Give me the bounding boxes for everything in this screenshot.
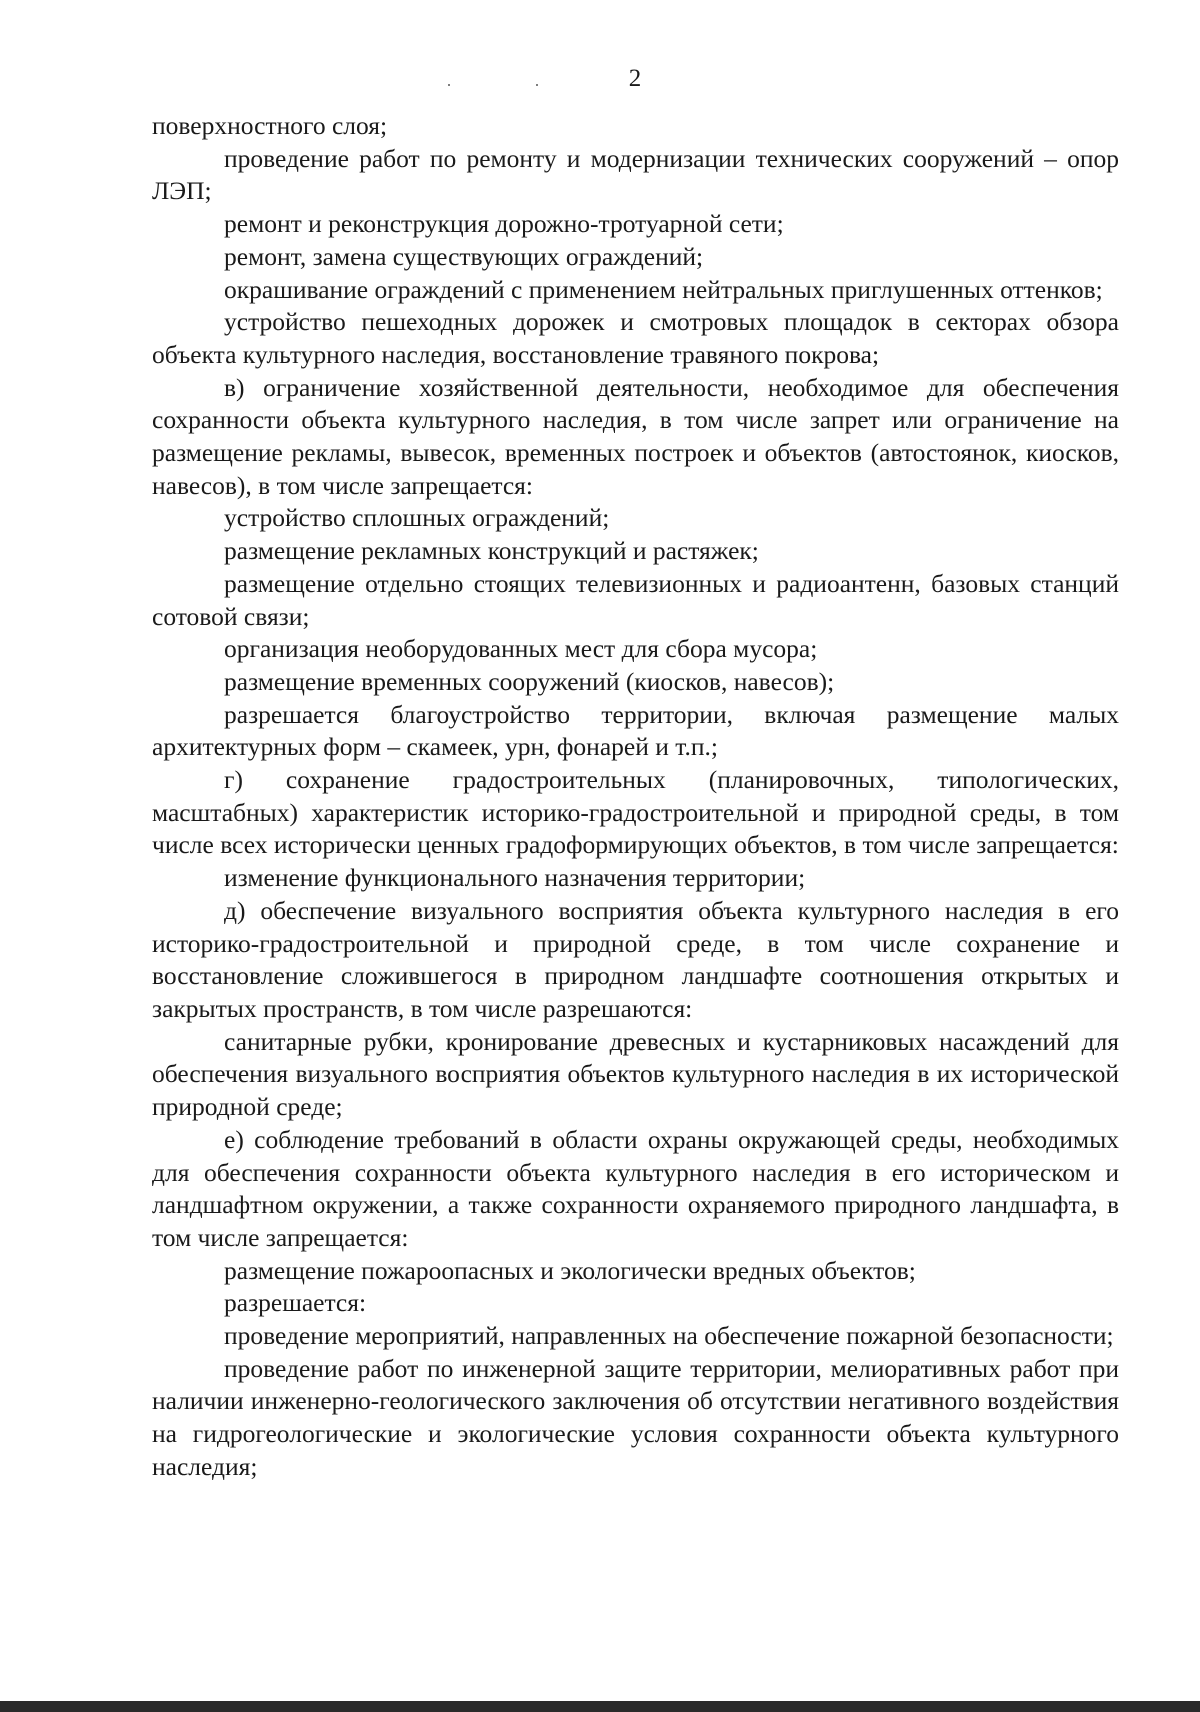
scan-bottom-edge (0, 1696, 1200, 1712)
paragraph: размещение отдельно стоящих телевизионных и радиоантенн, базовых станций сотовой связи; (152, 568, 1119, 631)
paragraph: проведение работ по ремонту и модернизации технических сооружений – опор ЛЭП; (152, 143, 1119, 206)
paragraph: размещение временных сооружений (киосков, навесов); (224, 666, 835, 696)
paragraph: ремонт, замена существующих ограждений; (224, 241, 704, 271)
paragraph: разрешается благоустройство территории, включая размещение малых архитектурных форм – скамеек, урн, фонарей и т.п.; (152, 699, 1119, 762)
paragraph: окрашивание ограждений с применением нейтральных приглушенных оттенков; (224, 274, 1103, 304)
paragraph: разрешается: (224, 1288, 367, 1318)
paragraph: санитарные рубки, кронирование древесных и кустарниковых насаждений для обеспечения визуального восприятия объектов культурного наследия в их исторической природной среде; (152, 1026, 1119, 1122)
paragraph: ремонт и реконструкция дорожно-тротуарной сети; (224, 209, 784, 239)
paragraph: в) ограничение хозяйственной деятельности, необходимое для обеспечения сохранности объекта культурного наследия, в том числе запрет или ограничение на размещение рекламы, вывесок, временных построек и объектов (автостоянок, киосков, навесов), в том числе запрещается: (152, 372, 1119, 500)
document-body (152, 110, 1119, 1484)
scan-speck (448, 84, 450, 86)
paragraph: проведение мероприятий, направленных на обеспечение пожарной безопасности; (224, 1321, 1114, 1351)
paragraph: е) соблюдение требований в области охраны окружающей среды, необходимых для обеспечения сохранности объекта культурного наследия в его историческом и ландшафтном окружении, а также сохранности охраняемого природного ландшафта, в том числе запрещается: (152, 1124, 1119, 1252)
page-number: 2 (628, 65, 642, 92)
paragraph: проведение работ по инженерной защите территории, мелиоративных работ при наличии инженерно-геологического заключения об отсутствии негативного воздействия на гидрогеологические и экологические условия сохранности объекта культурного наследия; (152, 1353, 1119, 1481)
paragraph: организация необорудованных мест для сбора мусора; (224, 634, 818, 664)
paragraph: устройство сплошных ограждений; (224, 503, 610, 533)
paragraph: поверхностного слоя; (152, 111, 388, 140)
paragraph: размещение рекламных конструкций и растяжек; (224, 536, 759, 566)
paragraph: изменение функционального назначения территории; (224, 863, 806, 893)
paragraph: размещение пожароопасных и экологически вредных объектов; (224, 1255, 916, 1285)
paragraph: устройство пешеходных дорожек и смотровых площадок в секторах обзора объекта культурного наследия, восстановление травяного покрова; (152, 307, 1119, 369)
scan-speck (536, 84, 538, 86)
paragraph: г) сохранение градостроительных (планировочных, типологических, масштабных) характеристик историко-градостроительной и природной среды, в том числе всех исторически ценных градоформирующих объектов, в том числе запрещается: (152, 765, 1119, 860)
paragraph: д) обеспечение визуального восприятия объекта культурного наследия в его историко-градостроительной и природной среде, в том числе сохранение и восстановление сложившегося в природном ландшафте соотношения открытых и закрытых пространств, в том числе разрешаются: (152, 895, 1119, 1023)
